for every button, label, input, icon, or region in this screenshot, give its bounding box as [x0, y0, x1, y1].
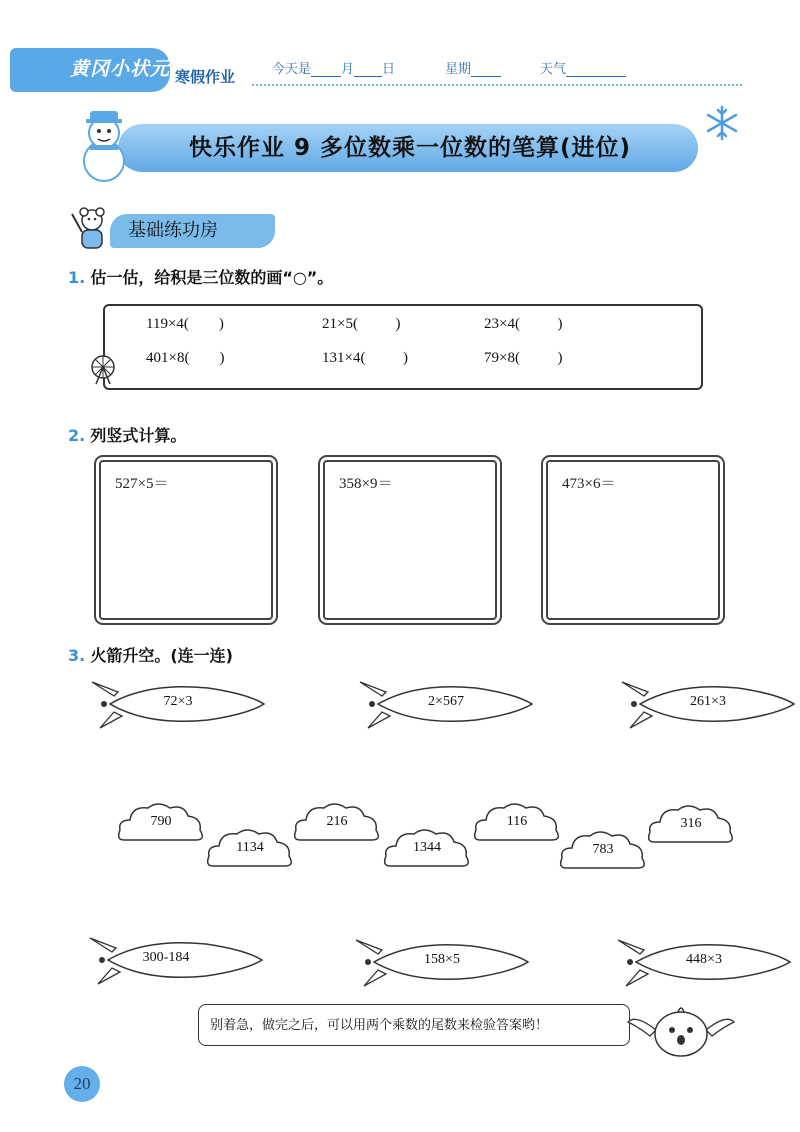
- header-dotted-line: [252, 84, 742, 86]
- calculation-expression: 358×9＝: [339, 476, 393, 492]
- section-label: 基础练功房: [128, 220, 218, 241]
- cloud-label: 316: [680, 816, 702, 831]
- question-text: 估一估，给积是三位数的画“○”。: [90, 268, 334, 287]
- question-number: 1.: [68, 268, 86, 287]
- estimate-item[interactable]: 79×8( ): [484, 350, 563, 366]
- estimate-item[interactable]: 23×4( ): [484, 316, 563, 332]
- rocket-label: 2×567: [428, 694, 464, 709]
- rocket[interactable]: [88, 676, 268, 732]
- question-3-heading: [68, 643, 233, 666]
- calculation-expression: 473×6＝: [562, 476, 616, 492]
- homework-label: 寒假作业: [175, 68, 236, 86]
- rocket-label: 448×3: [686, 952, 722, 967]
- question-text: 列竖式计算。: [90, 426, 187, 445]
- estimate-item[interactable]: 401×8( ): [146, 350, 225, 366]
- rocket-label: 261×3: [690, 694, 726, 709]
- calculation-box[interactable]: [318, 455, 502, 625]
- rocket[interactable]: [614, 934, 794, 990]
- brand-logo: 黄冈小状元: [70, 58, 171, 80]
- question-number: 2.: [68, 426, 86, 445]
- calculation-box[interactable]: [94, 455, 278, 625]
- ferris-wheel-icon: [86, 352, 120, 386]
- cloud[interactable]: [205, 826, 295, 870]
- cloud[interactable]: [558, 828, 648, 872]
- weekday-field: 星期: [445, 58, 501, 77]
- calculation-box[interactable]: [541, 455, 725, 625]
- cloud[interactable]: [382, 826, 472, 870]
- chick-mascot-icon: [626, 1000, 736, 1060]
- cloud-label: 116: [506, 814, 528, 829]
- question-text: 火箭升空。(连一连): [90, 646, 233, 665]
- rocket[interactable]: [86, 932, 266, 988]
- page-number: 20: [64, 1066, 100, 1102]
- cloud-label: 783: [592, 842, 614, 857]
- weather-field: 天气: [540, 58, 626, 77]
- cloud[interactable]: [116, 800, 206, 844]
- cloud-label: 790: [150, 814, 172, 829]
- estimate-item[interactable]: 119×4( ): [146, 316, 224, 332]
- snowflake-icon: [704, 105, 740, 141]
- rocket[interactable]: [618, 676, 798, 732]
- rocket-label: 158×5: [424, 952, 460, 967]
- estimate-item[interactable]: 131×4( ): [322, 350, 408, 366]
- cloud-label: 216: [326, 814, 348, 829]
- rocket-label: 72×3: [163, 694, 193, 709]
- tip-text: 别着急，做完之后，可以用两个乘数的尾数来检验答案哟！: [210, 1018, 549, 1033]
- rocket[interactable]: [352, 934, 532, 990]
- date-field: 今天是 月 日: [272, 62, 396, 77]
- rocket[interactable]: [356, 676, 536, 732]
- question-2-heading: [68, 423, 186, 446]
- snowman-icon: [70, 105, 140, 185]
- cloud-label: 1344: [413, 840, 441, 855]
- rocket-label: 300-184: [142, 950, 190, 965]
- cloud[interactable]: [646, 802, 736, 846]
- bear-mascot-icon: [68, 206, 112, 252]
- question-number: 3.: [68, 646, 86, 665]
- page-title: 快乐作业 9 多位数乘一位数的笔算(进位): [188, 135, 632, 161]
- cloud[interactable]: [472, 800, 562, 844]
- cloud[interactable]: [292, 800, 382, 844]
- question-1-heading: [68, 265, 333, 288]
- estimate-item[interactable]: 21×5( ): [322, 316, 401, 332]
- cloud-label: 1134: [236, 840, 264, 855]
- calculation-expression: 527×5＝: [115, 476, 169, 492]
